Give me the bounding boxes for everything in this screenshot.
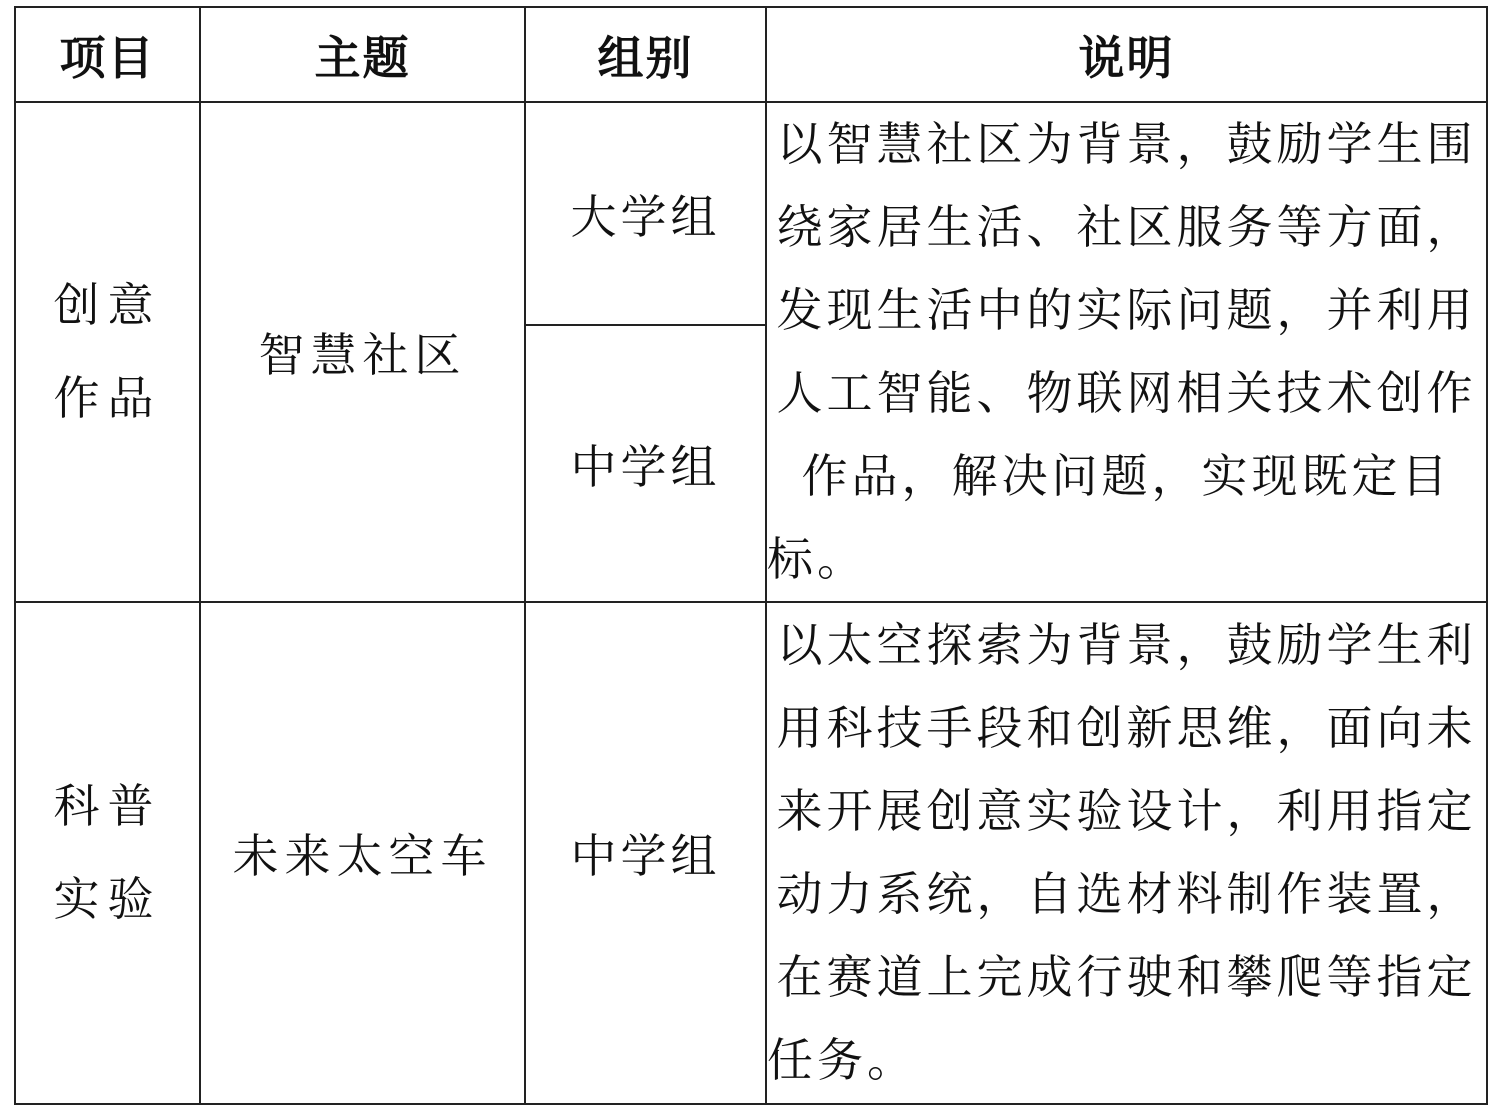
row1-item-line2: 作品 [53, 371, 162, 425]
row2-item-line2: 实验 [53, 872, 162, 926]
header-theme: 主题 [200, 7, 525, 102]
row1-group-1: 大学组 [525, 102, 766, 325]
row1-description: 以智慧社区为背景，鼓励学生围绕家居生活、社区服务等方面，发现生活中的实际问题，并利用人工智能、物联网相关技术创作作品，解决问题，实现既定目标。 [766, 102, 1487, 602]
header-row [15, 7, 1487, 102]
table-row [15, 602, 1487, 1104]
row1-group-2: 中学组 [525, 325, 766, 602]
competition-table [14, 6, 1488, 1105]
row2-item [15, 602, 200, 1104]
header-description: 说明 [766, 7, 1487, 102]
row2-description: 以太空探索为背景，鼓励学生利用科技手段和创新思维，面向未来开展创意实验设计，利用指定动力系统，自选材料制作装置，在赛道上完成行驶和攀爬等指定任务。 [766, 602, 1487, 1104]
row1-item [15, 102, 200, 602]
header-group: 组别 [525, 7, 766, 102]
table-row [15, 102, 1487, 325]
header-item: 项目 [15, 7, 200, 102]
row2-theme: 未来太空车 [200, 602, 525, 1104]
row2-group-1: 中学组 [525, 602, 766, 1104]
row1-theme: 智慧社区 [200, 102, 525, 602]
row1-item-line1: 创意 [53, 278, 162, 332]
row2-item-line1: 科普 [53, 779, 162, 833]
